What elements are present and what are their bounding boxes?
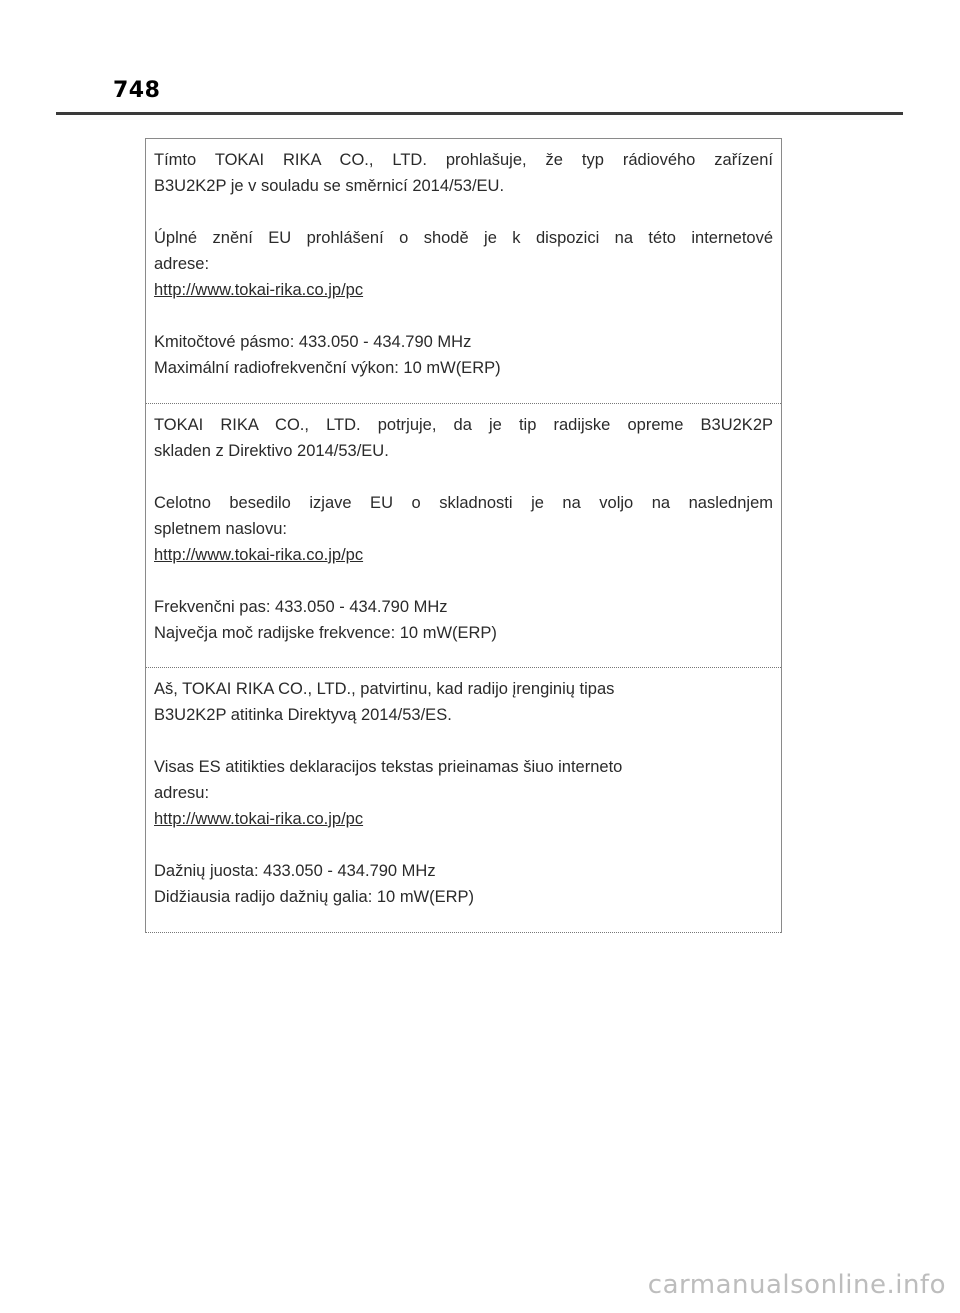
declaration-link[interactable]: http://www.tokai-rika.co.jp/pc bbox=[154, 281, 364, 299]
declaration-czech bbox=[146, 139, 781, 404]
declaration-text: Visas ES atitikties deklaracijos tekstas prieinamas šiuo interneto bbox=[154, 758, 623, 776]
declaration-text: spletnem naslovu: bbox=[154, 520, 287, 538]
declaration-text: Aš, TOKAI RIKA CO., LTD., patvirtinu, kad radijo įrenginių tipas bbox=[154, 680, 615, 698]
header-rule bbox=[56, 112, 903, 115]
watermark: carmanualsonline.info bbox=[647, 1270, 946, 1300]
page-number: 748 bbox=[113, 78, 161, 103]
declaration-text: B3U2K2P atitinka Direktyvą 2014/53/ES. bbox=[154, 706, 452, 724]
declaration-text: adresu: bbox=[154, 784, 210, 802]
max-power: Didžiausia radijo dažnių galia: 10 mW(ERP) bbox=[154, 888, 475, 906]
frequency-band: Kmitočtové pásmo: 433.050 - 434.790 MHz bbox=[154, 333, 472, 351]
declaration-text: Tímto TOKAI RIKA CO., LTD. prohlašuje, že typ rádiového zařízení bbox=[154, 151, 773, 169]
max-power: Največja moč radijske frekvence: 10 mW(ERP) bbox=[154, 624, 497, 642]
declaration-link[interactable]: http://www.tokai-rika.co.jp/pc bbox=[154, 810, 364, 828]
declaration-text: skladen z Direktivo 2014/53/EU. bbox=[154, 442, 389, 460]
frequency-band: Frekvenčni pas: 433.050 - 434.790 MHz bbox=[154, 598, 448, 616]
declaration-link[interactable]: http://www.tokai-rika.co.jp/pc bbox=[154, 546, 364, 564]
declaration-text: adrese: bbox=[154, 255, 210, 273]
declaration-text: Úplné znění EU prohlášení o shodě je k dispozici na této internetové bbox=[154, 229, 773, 247]
frequency-band: Dažnių juosta: 433.050 - 434.790 MHz bbox=[154, 862, 436, 880]
max-power: Maximální radiofrekvenční výkon: 10 mW(ERP) bbox=[154, 359, 501, 377]
declaration-text: Celotno besedilo izjave EU o skladnosti je na voljo na naslednjem bbox=[154, 494, 773, 512]
declaration-slovenian bbox=[146, 404, 781, 668]
declaration-table bbox=[145, 138, 782, 933]
declaration-lithuanian bbox=[146, 668, 781, 933]
declaration-text: TOKAI RIKA CO., LTD. potrjuje, da je tip radijske opreme B3U2K2P bbox=[154, 416, 773, 434]
declaration-text: B3U2K2P je v souladu se směrnicí 2014/53/EU. bbox=[154, 177, 505, 195]
